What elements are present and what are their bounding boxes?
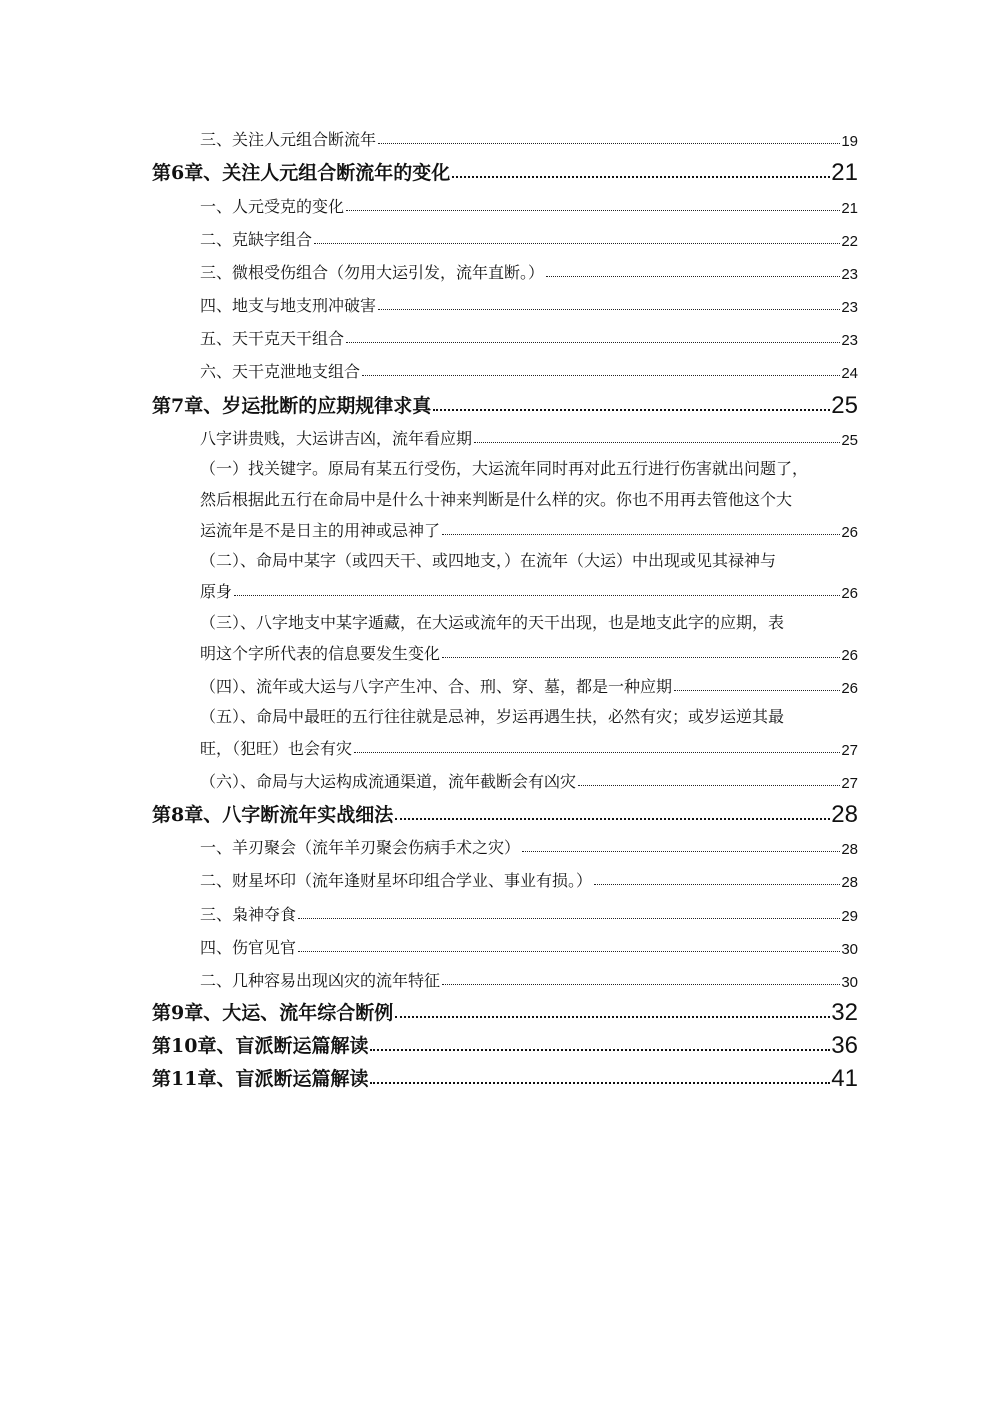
toc-entry-title: 二、几种容易出现凶灾的流年特征 [200, 971, 441, 990]
toc-entry-title: 三、关注人元组合断流年 [200, 130, 377, 149]
leader-dots [522, 851, 840, 852]
toc-chapter[interactable] [152, 997, 858, 1025]
toc-entry[interactable] [200, 578, 858, 602]
toc-entry-page: 28 [841, 841, 858, 858]
leader-dots [395, 818, 830, 820]
toc-chapter-page: 41 [831, 1065, 858, 1092]
leader-dots [314, 243, 840, 244]
toc-entry-page: 23 [841, 332, 858, 349]
toc-chapter-title: 第6章、关注人元组合断流年的变化 [152, 162, 451, 184]
leader-dots [674, 690, 840, 691]
toc-entry-title: 一、人元受克的变化 [200, 197, 345, 216]
toc-entry-line: （三）、八字地支中某字遁藏，在大运或流年的天干出现，也是地支此字的应期，表 [200, 613, 785, 632]
toc-chapter-page: 32 [831, 999, 858, 1026]
toc-entry-title: 三、枭神夺食 [200, 905, 297, 924]
toc-chapter-page: 21 [831, 159, 858, 186]
toc-entry-page: 25 [841, 432, 858, 449]
leader-dots [370, 1082, 830, 1084]
toc-entry[interactable] [200, 358, 858, 382]
toc-entry[interactable] [200, 834, 858, 858]
toc-entry-title: 四、地支与地支刑冲破害 [200, 296, 377, 315]
toc-entry-page: 22 [841, 233, 858, 250]
leader-dots [442, 984, 840, 985]
toc-chapter[interactable] [152, 1063, 858, 1091]
toc-entry-page: 27 [841, 742, 858, 759]
toc-entry-line: （五）、命局中最旺的五行往往就是忌神，岁运再遇生扶，必然有灾；或岁运逆其最 [200, 707, 785, 726]
toc-entry-title: 二、克缺字组合 [200, 230, 313, 249]
toc-entry-page: 23 [841, 266, 858, 283]
toc-entry[interactable] [200, 325, 858, 349]
toc-entry-page: 26 [841, 524, 858, 541]
toc-entry[interactable] [200, 901, 858, 925]
leader-dots [442, 657, 840, 658]
toc-entry-title: （四）、流年或大运与八字产生冲、合、刑、穿、墓，都是一种应期 [200, 677, 673, 696]
leader-dots [578, 785, 840, 786]
toc-entry[interactable] [200, 193, 858, 217]
toc-entry-page: 30 [841, 974, 858, 991]
toc-entry[interactable] [200, 292, 858, 316]
toc-chapter-page: 36 [831, 1032, 858, 1059]
toc-entry-title: 八字讲贵贱，大运讲吉凶，流年看应期 [200, 429, 473, 448]
toc-chapter[interactable] [152, 390, 858, 418]
toc-entry[interactable] [200, 259, 858, 283]
leader-dots [234, 595, 840, 596]
leader-dots [442, 534, 840, 535]
toc-entry[interactable] [200, 967, 858, 991]
toc-chapter[interactable] [152, 799, 858, 827]
toc-chapter-page: 25 [831, 392, 858, 419]
leader-dots [594, 884, 840, 885]
toc-entry-line: （二）、命局中某字（或四天干、或四地支，）在流年（大运）中出现或见其禄神与 [200, 551, 777, 570]
toc-entry-title: 运流年是不是日主的用神或忌神了 [200, 521, 441, 540]
toc-chapter[interactable] [152, 1030, 858, 1058]
toc-entry[interactable] [200, 640, 858, 664]
toc-entry-title: 三、微根受伤组合（勿用大运引发，流年直断。） [200, 263, 545, 282]
toc-entry-title: 一、羊刃聚会（流年羊刃聚会伤病手术之灾） [200, 838, 521, 857]
toc-entry[interactable] [200, 425, 858, 449]
toc-entry-title: 四、伤官见官 [200, 938, 297, 957]
toc-chapter[interactable] [152, 157, 858, 185]
toc-entry[interactable] [200, 673, 858, 697]
toc-entry-page: 21 [841, 200, 858, 217]
toc-entry-title: 明这个字所代表的信息要发生变化 [200, 644, 441, 663]
leader-dots [546, 276, 840, 277]
toc-entry-title: 二、财星坏印（流年逢财星坏印组合学业、事业有损。） [200, 871, 593, 890]
toc-entry-page: 26 [841, 585, 858, 602]
toc-entry-page: 28 [841, 874, 858, 891]
toc-chapter-title: 第9章、大运、流年综合断例 [152, 1002, 394, 1024]
leader-dots [298, 918, 840, 919]
leader-dots [378, 309, 840, 310]
leader-dots [378, 143, 840, 144]
leader-dots [452, 176, 830, 178]
leader-dots [370, 1049, 830, 1051]
toc-entry-page: 30 [841, 941, 858, 958]
toc-chapter-title: 第10章、盲派断运篇解读 [152, 1035, 369, 1057]
toc-entry[interactable] [200, 126, 858, 150]
toc-entry-page: 23 [841, 299, 858, 316]
toc-entry[interactable] [200, 735, 858, 759]
leader-dots [362, 375, 840, 376]
toc-entry-page: 27 [841, 775, 858, 792]
toc-entry[interactable] [200, 517, 858, 541]
toc-entry-title: 旺，（犯旺）也会有灾 [200, 739, 353, 758]
toc-entry-page: 26 [841, 647, 858, 664]
toc-entry-line: 然后根据此五行在命局中是什么十神来判断是什么样的灾。你也不用再去管他这个大 [200, 490, 793, 509]
toc-entry[interactable] [200, 867, 858, 891]
leader-dots [474, 442, 840, 443]
toc-chapter-page: 28 [831, 801, 858, 828]
toc-entry-title: 六、天干克泄地支组合 [200, 362, 361, 381]
toc-entry-title: 原身 [200, 582, 233, 601]
toc-entry[interactable] [200, 226, 858, 250]
toc-chapter-title: 第7章、岁运批断的应期规律求真 [152, 395, 432, 417]
toc-entry-title: 五、天干克天干组合 [200, 329, 345, 348]
leader-dots [433, 409, 830, 411]
toc-chapter-title: 第11章、盲派断运篇解读 [152, 1068, 369, 1090]
leader-dots [346, 342, 840, 343]
toc-entry-line: （一）找关键字。原局有某五行受伤，大运流年同时再对此五行进行伤害就出问题了， [200, 459, 809, 478]
toc-entry[interactable] [200, 768, 858, 792]
leader-dots [298, 951, 840, 952]
toc-entry-page: 24 [841, 365, 858, 382]
leader-dots [395, 1016, 830, 1018]
toc-entry[interactable] [200, 934, 858, 958]
toc-entry-title: （六）、命局与大运构成流通渠道，流年截断会有凶灾 [200, 772, 577, 791]
toc-entry-page: 26 [841, 680, 858, 697]
toc-entry-page: 19 [841, 133, 858, 150]
leader-dots [354, 752, 840, 753]
toc-entry-page: 29 [841, 908, 858, 925]
toc-chapter-title: 第8章、八字断流年实战细法 [152, 804, 394, 826]
leader-dots [346, 210, 840, 211]
